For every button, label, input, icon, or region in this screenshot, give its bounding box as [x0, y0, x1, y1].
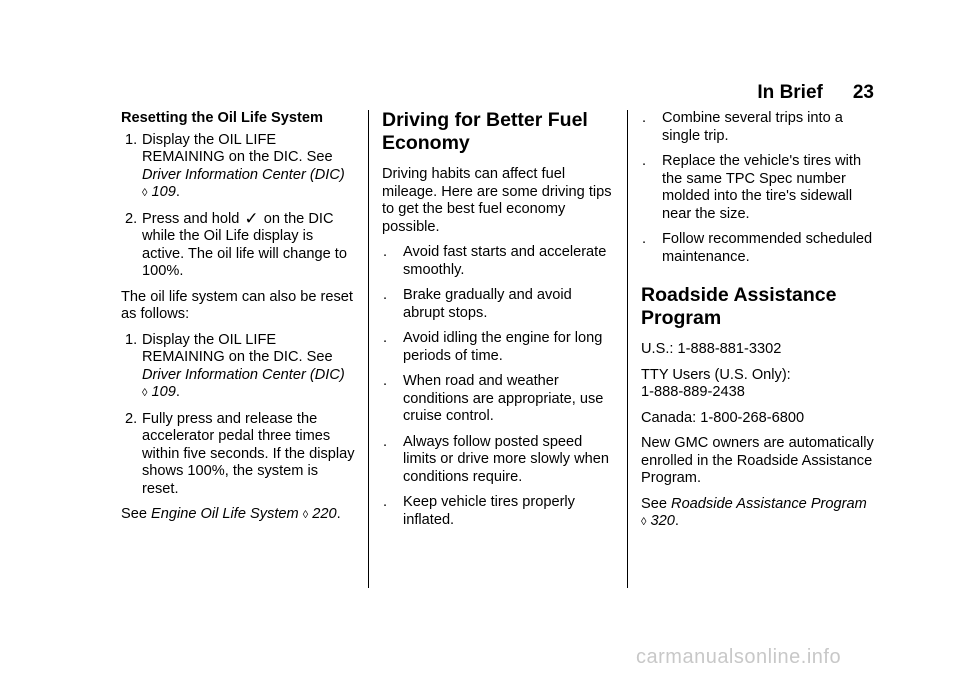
- bullet-icon: .: [383, 287, 388, 303]
- list-item: . Brake gradually and avoid abrupt stops.: [383, 287, 572, 321]
- canada-phone: Canada: 1-800-268-6800: [641, 409, 805, 426]
- watermark: carmanualsonline.info: [636, 646, 842, 668]
- list-item: . Always follow posted speed limits or drive more slowly when conditions require.: [383, 433, 609, 485]
- list-item: . When road and weather conditions are appropriate, use cruise control.: [383, 373, 604, 424]
- bullet-icon: .: [383, 433, 388, 450]
- bullet-icon: .: [383, 373, 388, 389]
- dic-link[interactable]: Driver Information Center (DIC) ◊ 109: [142, 166, 345, 200]
- oil-reset-subheading: Resetting the Oil Life System: [121, 110, 323, 126]
- page-ref-icon: ◊: [641, 516, 647, 528]
- section-title: In Brief: [757, 82, 823, 103]
- enrollment-paragraph: New GMC owners are automatically enrolled in the Roadside Assistance Program.: [641, 435, 874, 486]
- us-phone: U.S.: 1-888-881-3302: [641, 341, 782, 357]
- page-header: [757, 82, 874, 104]
- column-2: [382, 110, 612, 537]
- list-item: 2. Fully press and release the accelerator pedal three times within five seconds. If the display shows 100%, the system is reset.: [125, 410, 355, 497]
- list-item: 1. Display the OIL LIFE REMAINING on the DIC. See Driver Information Center (DIC) ◊ 109.: [125, 131, 345, 200]
- bullet-icon: .: [642, 153, 647, 169]
- list-item: 2. Press and hold ✓ on the DIC while the Oil Life display is active. The oil life will change to 100%.: [125, 208, 347, 279]
- dic-link[interactable]: Driver Information Center (DIC) ◊ 109: [142, 366, 345, 400]
- page-ref-icon: ◊: [142, 187, 148, 199]
- engine-oil-life-link[interactable]: Engine Oil Life System ◊ 220: [151, 506, 337, 522]
- fuel-economy-intro: Driving habits can affect fuel mileage. Here are some driving tips to get the best fuel economy possible.: [382, 166, 612, 235]
- bullet-icon: .: [383, 330, 388, 346]
- page-number: 23: [852, 82, 874, 103]
- list-item: . Follow recommended scheduled maintenance.: [642, 231, 873, 265]
- checkmark-icon: ✓: [244, 208, 259, 228]
- list-item: . Keep vehicle tires properly inflated.: [383, 494, 575, 528]
- column-divider-1: [368, 110, 369, 588]
- roadside-program-link[interactable]: Roadside Assistance Program ◊ 320: [641, 495, 867, 529]
- reset-alt-paragraph: The oil life system can also be reset as follows:: [121, 288, 353, 322]
- bullet-icon: .: [642, 231, 647, 247]
- bullet-icon: .: [383, 244, 388, 260]
- bullet-icon: .: [383, 494, 388, 510]
- bullet-icon: .: [642, 110, 647, 126]
- fuel-economy-heading: Driving for Better Fuel Economy: [382, 109, 588, 154]
- tty-phone: TTY Users (U.S. Only): 1-888-889-2438: [641, 366, 791, 400]
- list-item: . Combine several trips into a single trip.: [642, 110, 843, 144]
- page-ref-icon: ◊: [302, 509, 309, 521]
- oil-reset-steps-a: [121, 132, 357, 281]
- roadside-heading: Roadside Assistance Program: [641, 284, 837, 329]
- column-1: [121, 110, 357, 533]
- oil-reset-steps-b: [121, 332, 357, 499]
- list-item: 1. Display the OIL LIFE REMAINING on the DIC. See Driver Information Center (DIC) ◊ 109.: [125, 331, 345, 400]
- fuel-tips-list-continued: [641, 110, 875, 266]
- see-oil-life-paragraph: See Engine Oil Life System ◊ 220.: [121, 506, 341, 522]
- page-ref-icon: ◊: [142, 387, 148, 399]
- list-item: . Avoid fast starts and accelerate smoothly.: [383, 244, 607, 278]
- list-item: . Replace the vehicle's tires with the same TPC Spec number molded into the tire's sidewall near the size.: [642, 153, 862, 222]
- column-divider-2: [627, 110, 628, 588]
- fuel-tips-list: [382, 244, 612, 529]
- list-item: . Avoid idling the engine for long periods of time.: [383, 330, 603, 364]
- column-3: [641, 110, 875, 540]
- see-roadside-paragraph: See Roadside Assistance Program ◊ 320.: [641, 495, 867, 529]
